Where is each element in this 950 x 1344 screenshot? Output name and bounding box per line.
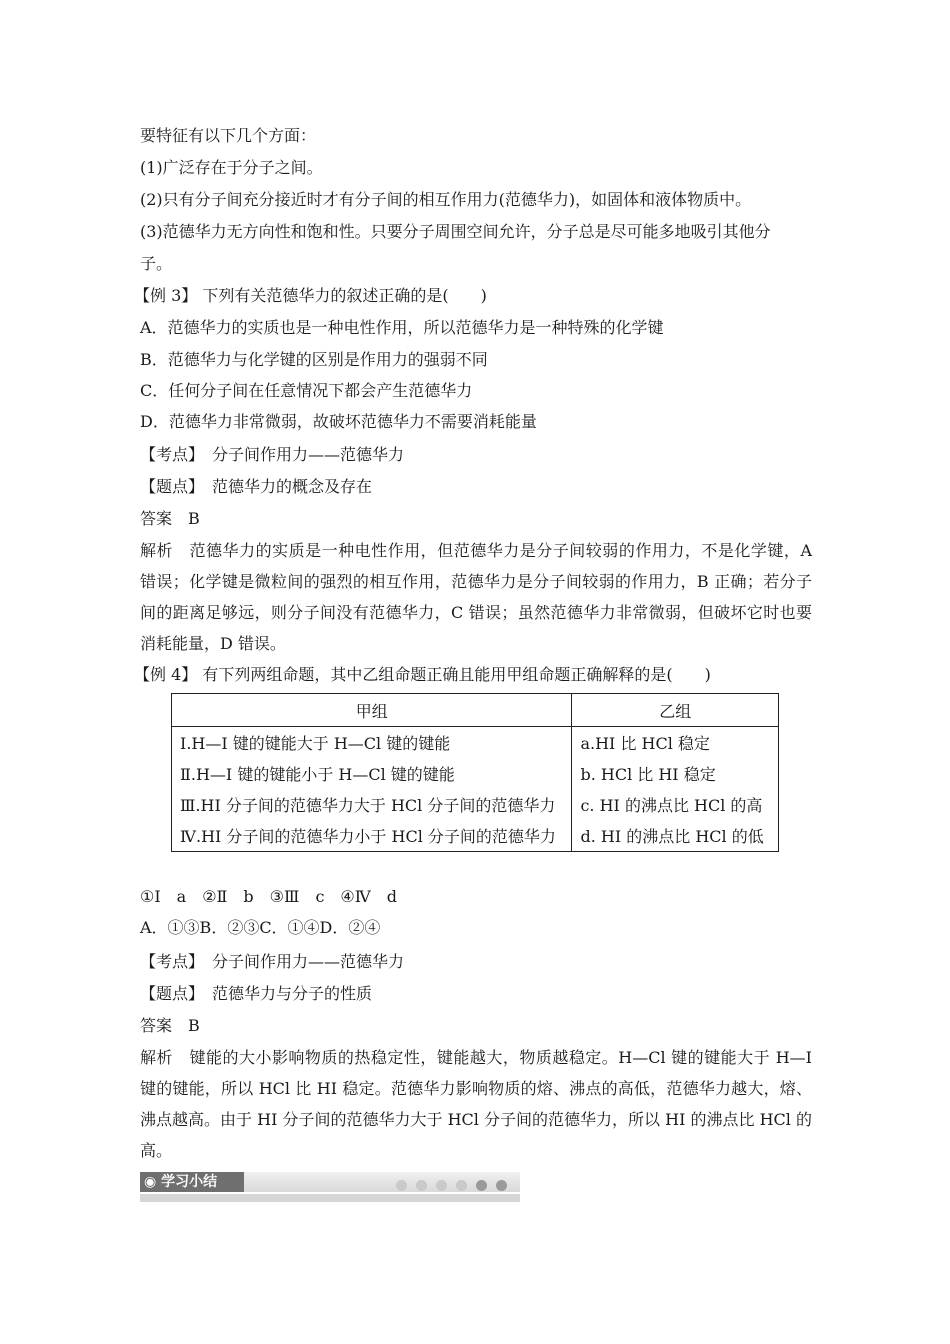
intro-line: 要特征有以下几个方面： (140, 126, 317, 145)
dot-icon (396, 1180, 407, 1191)
example3-option-d: D．范德华力非常微弱，故破坏范德华力不需要消耗能量 (140, 412, 537, 431)
dot-icon (416, 1180, 427, 1191)
example3-option-a: A．范德华力的实质也是一种电性作用，所以范德华力是一种特殊的化学键 (140, 318, 664, 337)
example4-question: 【例 4】 有下列两组命题，其中乙组命题正确且能用甲组命题正确解释的是( ) (134, 665, 711, 684)
summary-section-banner (140, 1172, 520, 1202)
example4-combos: ①Ⅰ a ②Ⅱ b ③Ⅲ c ④Ⅳ d (140, 887, 397, 906)
example3-option-c: C．任何分子间在任意情况下都会产生范德华力 (140, 381, 473, 400)
table-cell-b: a.HI 比 HCl 稳定 (572, 727, 779, 759)
table-row (172, 820, 779, 852)
example3-analysis: 解析 范德华力的实质是一种电性作用，但范德华力是分子间较弱的作用力，不是化学键，A 错误；化学键是微粒间的强烈的相互作用，范德华力是分子间较弱的作用力，B 正确；若分子间的距离足够远，则分子间没有范德华力，C 错误；虽然范德华力非常微弱，但破坏它时也要消耗能量，D 错误。 (140, 541, 812, 653)
example4-analysis: 解析 键能的大小影响物质的热稳定性，键能越大，物质越稳定。H—Cl 键的键能大于 H—I 键的键能，所以 HCl 比 HI 稳定。范德华力影响物质的熔、沸点的高低，范德华力越大，熔、沸点越高。由于 HI 分子间的范德华力大于 HCl 分子间的范德华力，所以 HI 的沸点比 HCl 的高。 (140, 1048, 812, 1160)
example4-tidian: 【题点】 范德华力与分子的性质 (140, 984, 373, 1003)
dot-icon (496, 1180, 507, 1191)
table-cell-b: b. HCl 比 HI 稳定 (572, 758, 779, 789)
table-row (172, 727, 779, 759)
table-header-row (172, 694, 779, 727)
example3-answer: 答案 B (140, 509, 200, 528)
table-cell-b: d. HI 的沸点比 HCl 的低 (572, 820, 779, 852)
table-row (172, 758, 779, 789)
intro-point-1: (1)广泛存在于分子之间。 (140, 158, 323, 177)
example3-tidian: 【题点】 范德华力的概念及存在 (140, 477, 373, 496)
table-header-group-b: 乙组 (572, 694, 779, 727)
table-cell-a: Ⅲ.HI 分子间的范德华力大于 HCl 分子间的范德华力 (172, 789, 572, 820)
example3-option-b: B．范德华力与化学键的区别是作用力的强弱不同 (140, 350, 488, 369)
example3-question: 【例 3】 下列有关范德华力的叙述正确的是( ) (134, 286, 487, 305)
intro-point-3-cont: 子。 (140, 254, 173, 273)
intro-point-3: (3)范德华力无方向性和饱和性。只要分子周围空间允许，分子总是尽可能多地吸引其他分 (140, 222, 771, 241)
dot-icon (476, 1180, 487, 1191)
example3-kaodian: 【考点】 分子间作用力——范德华力 (140, 445, 405, 464)
dot-icon (456, 1180, 467, 1191)
example4-table (171, 693, 779, 852)
table-row (172, 789, 779, 820)
dot-icon (436, 1180, 447, 1191)
table-cell-b: c. HI 的沸点比 HCl 的高 (572, 789, 779, 820)
table-cell-a: Ⅰ.H—I 键的键能大于 H—Cl 键的键能 (172, 727, 572, 759)
example4-answer: 答案 B (140, 1016, 200, 1035)
example4-kaodian: 【考点】 分子间作用力——范德华力 (140, 952, 405, 971)
table-cell-a: Ⅱ.H—I 键的键能小于 H—Cl 键的键能 (172, 758, 572, 789)
decorative-dots (396, 1176, 516, 1188)
table-header-group-a: 甲组 (172, 694, 572, 727)
example4-options: A．①③B．②③C．①④D．②④ (140, 918, 381, 937)
summary-banner-underline (140, 1194, 520, 1202)
summary-title: ◉ 学习小结 (140, 1172, 244, 1192)
intro-point-2: (2)只有分子间充分接近时才有分子间的相互作用力(范德华力)，如固体和液体物质中。 (140, 190, 752, 209)
table-cell-a: Ⅳ.HI 分子间的范德华力小于 HCl 分子间的范德华力 (172, 820, 572, 852)
